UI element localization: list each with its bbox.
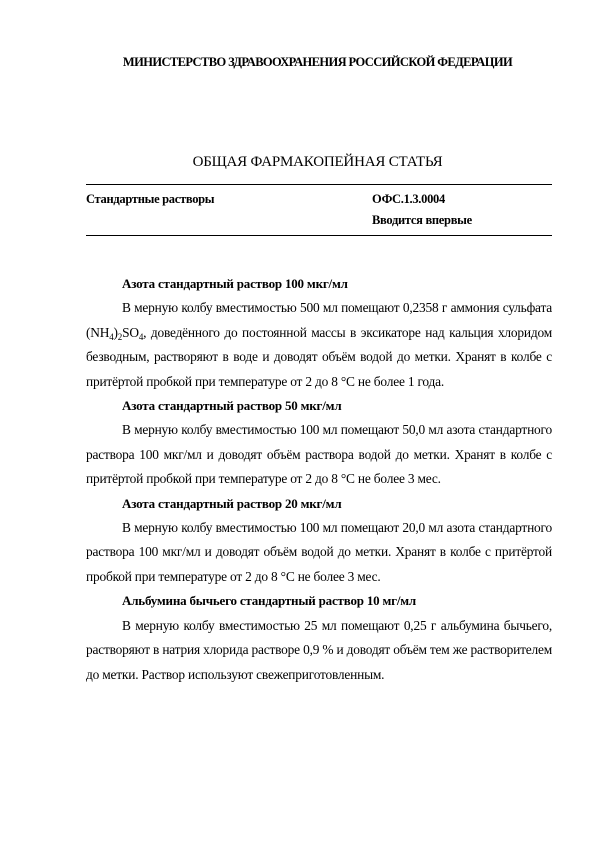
section-paragraph — [86, 296, 552, 394]
article-name: Стандартные растворы — [86, 192, 215, 206]
section-heading: Азота стандартный раствор 20 мкг/мл — [122, 495, 342, 511]
paragraph-text: ) — [113, 324, 118, 340]
article-status: Вводится впервые — [372, 213, 472, 227]
header-top-rule — [86, 184, 552, 185]
document-type-title: ОБЩАЯ ФАРМАКОПЕЙНАЯ СТАТЬЯ — [192, 154, 443, 170]
paragraph-text: В мерную колбу вместимостью 500 мл помещают 0,2358 г аммония сульфата (NH — [86, 300, 552, 340]
section-heading: Азота стандартный раствор 50 мкг/мл — [122, 398, 342, 414]
ministry-name: МИНИСТЕРСТВО ЗДРАВООХРАНЕНИЯ РОССИЙСКОЙ ФЕДЕРАЦИИ — [122, 55, 513, 69]
section-paragraph: В мерную колбу вместимостью 100 мл помещают 20,0 мл азота стандартного раствора 100 мкг/мл и доводят объём водой до метки. Хранят в колбе с притёртой пробкой при температуре от 2 до 8 °С не более 3 мес. — [86, 520, 552, 584]
subscript: 2 — [117, 331, 123, 342]
section-paragraph: В мерную колбу вместимостью 100 мл помещают 50,0 мл азота стандартного раствора 100 мкг/мл и доводят объём раствора водой до метки. Хранят в колбе с притёртой пробкой при температуре от 2 до 8 °С не более 3 мес. — [86, 422, 552, 487]
section-paragraph: В мерную колбу вместимостью 25 мл помещают 0,25 г альбумина бычьего, растворяют в натрия хлорида растворе 0,9 % и доводят объём тем же растворителем до метки. Раствор используют свежеприготовленным. — [86, 617, 552, 682]
paragraph-text: , доведённого до постоянной массы в эксикаторе над кальция хлоридом безводным, растворяют в воде и доводят объём водой до метки. Хранят в колбе с притёртой пробкой при температуре от 2 до 8 °С не более 1 года. — [86, 324, 552, 389]
article-code: ОФС.1.3.0004 — [372, 192, 445, 206]
article-body — [86, 272, 552, 687]
header-bottom-rule — [86, 235, 552, 236]
section-heading: Альбумина бычьего стандартный раствор 10 мг/мл — [122, 593, 417, 609]
section-heading: Азота стандартный раствор 100 мкг/мл — [122, 276, 348, 291]
subscript: 4 — [109, 331, 114, 342]
subscript: 4 — [138, 331, 144, 342]
paragraph-text: SO — [122, 324, 139, 340]
